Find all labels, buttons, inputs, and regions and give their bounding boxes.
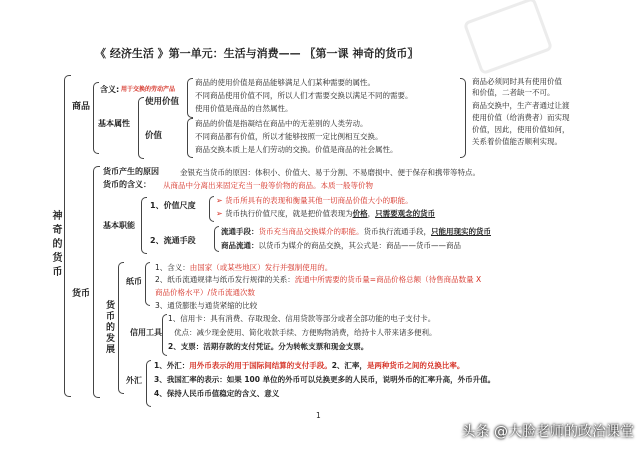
- commodity-right-brace: [460, 78, 466, 158]
- money-essence-text: 从商品中分离出来固定充当一般等价物的商品。本质一般等价物: [163, 181, 373, 190]
- side-note-2: 和价值，二者缺一不可。: [472, 88, 555, 97]
- credit-line-1: 1、信用卡：具有消费、存取现金、信用贷款等部分或者全部功能的电子支付卡。: [168, 314, 436, 323]
- paper-money-label: 纸币: [126, 277, 142, 286]
- credit-brace: [162, 314, 167, 356]
- function-2-line-1: [221, 228, 491, 236]
- value-line-1: 商品的价值是指凝结在商品中的无差别的人类劳动。: [195, 119, 368, 128]
- function-1-line-1: [216, 197, 413, 205]
- page-title: 《 经济生活 》第一单元：生活与消费—— 〖第一课 神奇的货币〗: [95, 47, 419, 60]
- page-number: 1: [316, 411, 321, 420]
- fx-line-4: 4、保持人民币币值稳定的含义、意义: [154, 389, 280, 398]
- commodity-meaning-label: 含义:: [100, 85, 120, 94]
- circulation-bold: 只能用现实的货币: [431, 227, 491, 236]
- functions-label: 基本职能: [103, 221, 135, 230]
- money-essence-label: 货币的含义：: [103, 180, 151, 189]
- paper-1b: 由国家（或某些地区）发行并强制使用的。: [189, 263, 333, 272]
- side-note-3: 商品交换中，生产者通过让渡: [472, 101, 570, 110]
- fx-line-3: 3、我国汇率的表示：如果 100 单位的外币可以兑换更多的人民币，说明外币的汇率升高，外币升值。: [154, 375, 496, 384]
- function-1-label: 1、价值尺度: [150, 201, 196, 210]
- function-1-line-2a: 货币执行价值尺度，就是把价值表现为: [225, 209, 353, 218]
- main-brace: [64, 75, 71, 397]
- paper-money-line-2c: 商品价格水平）/货币流通次数: [155, 288, 256, 297]
- fx-1b: 用外币表示的用于国际间结算的支付手段。: [189, 361, 332, 370]
- use-value-line-2: 不同商品使用价值不同，所以人们才需要交换以满足不同的需要。: [195, 91, 413, 100]
- value-brace: [187, 118, 193, 158]
- commodity-label: 商品: [72, 102, 91, 112]
- fx-line-1: [154, 362, 464, 370]
- function-1-price: 价格: [352, 209, 368, 218]
- use-value-line-3: 使用价值是商品的自然属性。: [195, 104, 293, 113]
- money-development-label: 货币的发展: [104, 300, 114, 355]
- paper-money-line-1: [155, 264, 332, 272]
- development-brace: [118, 262, 124, 394]
- commodity-circulation-text: 以货币为媒介的商品交换，其公式是：商品——货币——商品: [258, 241, 461, 250]
- foreign-exchange-label: 外汇: [126, 376, 142, 385]
- money-origin-text: 金银充当货币的原因：体积小、价值大、易于分割、不易磨损中、便于保存和携带等特点。: [180, 168, 480, 177]
- account-watermark-text: 头条 @大脸老师的政治课堂: [461, 424, 634, 440]
- paper-money-line-3: 3、通货膨胀与通货紧缩的比较: [155, 301, 258, 310]
- use-value-brace: [187, 78, 193, 118]
- watermark-stamp: [463, 0, 554, 75]
- basic-attr-label: 基本属性: [98, 119, 130, 128]
- function-1-line-1-text: 货币所具有的表现和衡量其他一切商品价值大小的职能。: [225, 196, 413, 205]
- function-2-line-2: [221, 242, 461, 250]
- commodity-circulation-label: 商品流通：: [221, 241, 259, 250]
- commodity-brace: [93, 82, 99, 154]
- function-1-line-2d: 只需要观念的货币: [375, 209, 436, 218]
- value-line-3: 商品交换本质上是人们劳动的交换。价值是商品的社会属性。: [195, 145, 398, 154]
- money-brace: [93, 166, 100, 398]
- credit-line-1b: 优点：减少现金使用、简化收款手续、方便购物消费，给持卡人带来诸多便利。: [174, 328, 437, 337]
- side-note-4: 使用价值（给消费者）而实现: [472, 113, 570, 122]
- paper-2a: 2、纸币流通规律与纸币发行规律的关系：: [155, 275, 295, 284]
- value-line-2: 不同商品都有价值，所以才能够按照一定比例相互交换。: [195, 132, 383, 141]
- main-vertical-label: 神奇的货币: [50, 210, 61, 280]
- use-value-line-1: 商品的使用价值是商品能够满足人们某种需要的属性。: [195, 78, 375, 87]
- side-note-6: 关系着价值能否顺利实现。: [472, 137, 562, 146]
- function-1-brace: [209, 196, 214, 222]
- paper-1a: 1、含义：: [155, 263, 190, 272]
- credit-tools-label: 信用工具: [130, 328, 162, 337]
- function-2-label: 2、流通手段: [150, 236, 196, 245]
- circulation-label: 流通手段：: [221, 227, 259, 236]
- circulation-rest: 货币执行流通手段，: [363, 227, 431, 236]
- fx-1c: 2、汇率，: [331, 361, 367, 370]
- use-value-label: 使用价值: [145, 97, 180, 107]
- functions-brace: [141, 197, 147, 254]
- side-note-5: 价值，因此，使用价值如何，: [472, 125, 570, 134]
- commodity-meaning-value: 用于交换的劳动产品: [121, 86, 176, 93]
- basic-attr-brace: [138, 97, 144, 159]
- fx-1a: 1、外汇：: [154, 361, 190, 370]
- function-1-line-2: [216, 210, 435, 218]
- paper-2b: 流通中所需要的货币量=商品价格总额（待售商品数量 X: [294, 275, 482, 284]
- circulation-red: 货币充当商品交换媒介的职能。: [258, 227, 364, 236]
- fx-brace: [146, 360, 151, 407]
- paper-money-line-2: [155, 276, 481, 284]
- function-1-line-2c: ，: [367, 209, 376, 218]
- account-watermark: [459, 425, 634, 439]
- function-2-brace: [214, 226, 219, 252]
- money-label: 货币: [72, 289, 91, 299]
- arrow-icon: ➢: [216, 209, 223, 218]
- paper-money-brace: [145, 262, 150, 306]
- fx-1d: 是两种货币之间的兑换比率。: [366, 361, 465, 370]
- side-note-1: 商品必须同时具有使用价值: [472, 77, 562, 86]
- value-label: 价值: [145, 131, 163, 141]
- credit-line-2: 2、支票：活期存款的支付凭证。分为转帐支票和现金支票。: [168, 342, 369, 351]
- arrow-icon: ➢: [216, 196, 223, 205]
- money-origin-label: 货币产生的原因: [103, 167, 159, 176]
